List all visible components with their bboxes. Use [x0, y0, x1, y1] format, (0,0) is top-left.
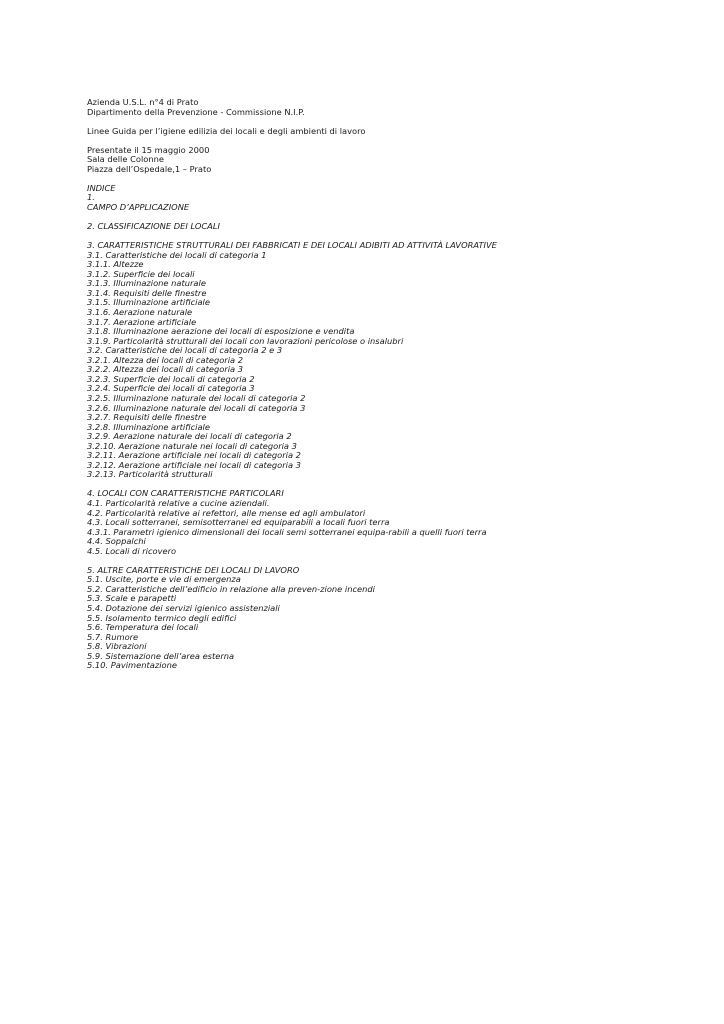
index-entry: 3.1.9. Particolarità strutturali dei locali con lavorazioni pericolose o insalubri	[87, 335, 404, 346]
department-line: Dipartimento della Prevenzione - Commissione N.I.P.	[87, 106, 305, 117]
index-entry: 3.2.5. Illuminazione naturale dei locali di categoria 2	[87, 392, 306, 403]
index-section-heading: 3. CARATTERISTICHE STRUTTURALI DEI FABBRICATI E DEI LOCALI ADIBITI AD ATTIVITÀ LAVORATIVE	[87, 240, 497, 251]
index-entry: 3.1. Caratteristiche dei locali di categoria 1	[87, 249, 267, 260]
index-entry: 5.3. Scale e parapetti	[87, 593, 177, 604]
index-entry: 4.3.1. Parametri igienico dimensionali dei locali semi sotterranei equipa-rabili a quelli fuori terra	[87, 526, 487, 537]
index-entry: 4.3. Locali sotterranei, semisotterranei ed equiparabili a locali fuori terra	[87, 517, 390, 528]
index-entry: 5.7. Rumore	[87, 631, 139, 642]
index-section-heading: 4. LOCALI CON CARATTERISTICHE PARTICOLARI	[87, 488, 284, 499]
index-entry: 4.5. Locali di ricovero	[87, 545, 177, 556]
index-entry: 3.2.3. Superficie dei locali di categoria 2	[87, 373, 255, 384]
index-entry: 3.1.3. Illuminazione naturale	[87, 278, 206, 289]
index-entry: 5.8. Vibrazioni	[87, 641, 147, 652]
index-entry: 5.2. Caratteristiche dell’edificio in relazione alla preven-zione incendi	[87, 583, 375, 594]
index-entry: 3.1.7. Aerazione artificiale	[87, 316, 197, 327]
index-entry: 4.1. Particolarità relative a cucine aziendali.	[87, 497, 270, 508]
index-entry: 4.4. Soppalchi	[87, 536, 146, 547]
index-entry: 3.2.2. Altezza dei locali di categoria 3	[87, 364, 244, 375]
index-entry: 5.5. Isolamento termico degli edifici	[87, 612, 237, 623]
index-entry: 4.2. Particolarità relative ai refettori, alle mense ed agli ambulatori	[87, 507, 366, 518]
index-entry: 3.2.11. Aerazione artificiale nei locali di categoria 2	[87, 450, 301, 461]
index-entry: 3.2.9. Aerazione naturale dei locali di categoria 2	[87, 431, 292, 442]
index-entry: 3.2.4. Superficie dei locali di categoria 3	[87, 383, 255, 394]
index-entry: 3.2.1. Altezza dei locali di categoria 2	[87, 354, 244, 365]
index-entry: 5.10. Pavimentazione	[87, 660, 177, 671]
document-page	[87, 98, 707, 671]
index-entry: 3.1.5. Illuminazione artificiale	[87, 297, 210, 308]
spacer	[87, 174, 707, 184]
index-entry: CAMPO D’APPLICAZIONE	[87, 202, 190, 213]
index-entry: 3.2.8. Illuminazione artificiale	[87, 421, 210, 432]
index-entry: 3.2.10. Aerazione naturale nei locali di categoria 3	[87, 440, 297, 451]
index-entry: 5.6. Temperatura dei locali	[87, 622, 199, 633]
organization-line: Azienda U.S.L. n°4 di Prato	[87, 97, 199, 107]
address-line: Piazza dell’Ospedale,1 – Prato	[87, 163, 212, 174]
index-entry: 3.1.1. Altezze	[87, 259, 144, 270]
index-list	[87, 193, 707, 670]
index-entry: 5.9. Sistemazione dell’area esterna	[87, 650, 235, 661]
index-entry: 3.2.6. Illuminazione naturale dei locali di categoria 3	[87, 402, 306, 413]
index-entry: 3.1.4. Requisiti delle finestre	[87, 287, 207, 298]
index-section-heading: 2. CLASSIFICAZIONE DEI LOCALI	[87, 221, 220, 232]
index-entry: 3.2.7. Requisiti delle finestre	[87, 412, 207, 423]
index-entry: 3.2.13. Particolarità strutturali	[87, 469, 213, 480]
index-section-heading: 5. ALTRE CARATTERISTICHE DEI LOCALI DI LAVORO	[87, 564, 300, 575]
index-entry: 5.4. Dotazione dei servizi igienico assistenziali	[87, 602, 280, 613]
index-entry: 3.1.8. Illuminazione aerazione dei locali di esposizione e vendita	[87, 326, 355, 337]
index-heading: INDICE	[87, 182, 116, 193]
index-entry: 5.1. Uscite, porte e vie di emergenza	[87, 574, 241, 585]
index-entry: 3.2. Caratteristiche dei locali di categoria 2 e 3	[87, 345, 283, 356]
index-entry: 3.2.12. Aerazione artificiale nei locali di categoria 3	[87, 459, 301, 470]
index-entry: 3.1.6. Aerazione naturale	[87, 307, 193, 318]
index-entry: 1.	[87, 192, 95, 203]
document-title: Linee Guida per l’igiene edilizia dei locali e degli ambienti di lavoro	[87, 125, 366, 136]
presented-date-line: Presentate il 15 maggio 2000	[87, 144, 210, 155]
venue-line: Sala delle Colonne	[87, 154, 164, 165]
index-entry: 3.1.2. Superficie dei locali	[87, 268, 195, 279]
